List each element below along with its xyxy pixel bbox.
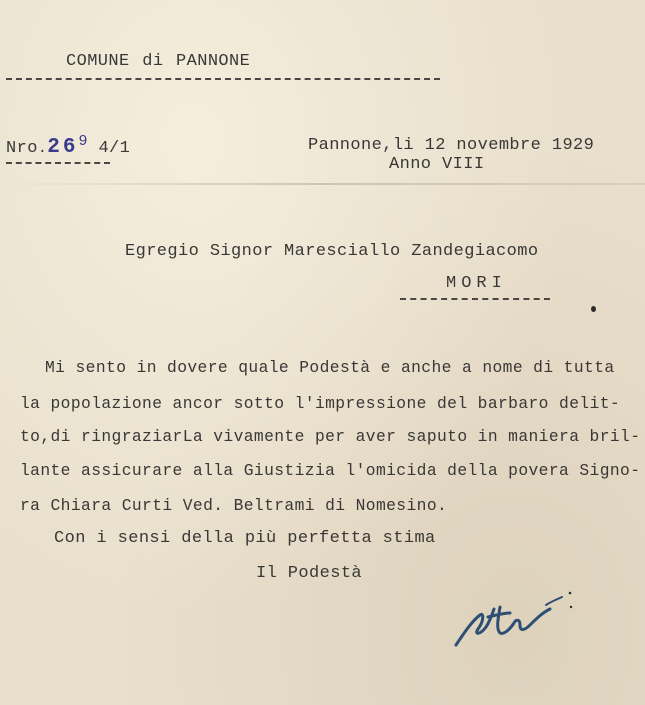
body-line-3: to,di ringraziarLa vivamente per aver saputo in maniera bril- [20,427,641,446]
protocol-mark: . [37,140,48,157]
letterhead-title: COMUNE di PANNONE [66,52,251,71]
closing-formula: Con i sensi della più perfetta stima [54,529,436,548]
letterhead-underline [6,78,440,80]
protocol-stamp-suffix: 9 [78,133,88,150]
city-underline [400,298,550,300]
place-date: Pannone,li 12 novembre 1929 [308,136,595,155]
recipient-city: MORI [446,274,507,293]
handwritten-signature [450,585,580,655]
protocol-classification: 4/1 [98,139,131,158]
protocol-prefix: Nro [6,139,38,158]
body-line-4: lante assicurare alla Giustizia l'omicida della povera Signo- [20,461,641,480]
fascist-year: Anno VIII [389,155,485,174]
signatory-title: Il Podestà [256,564,363,583]
protocol-underline [6,162,110,164]
body-line-2: la popolazione ancor sotto l'impressione del barbaro delit- [20,394,621,413]
recipient-salutation: Egregio Signor Maresciallo Zandegiacomo [125,242,539,261]
ink-dot [591,306,596,312]
body-line-1: Mi sento in dovere quale Podestà e anche a nome di tutta [45,358,615,377]
protocol-number [6,133,131,159]
paper-fold [0,183,645,185]
protocol-stamp-number: 26 [47,136,79,159]
body-line-5: ra Chiara Curti Ved. Beltrami di Nomesino. [20,496,448,515]
